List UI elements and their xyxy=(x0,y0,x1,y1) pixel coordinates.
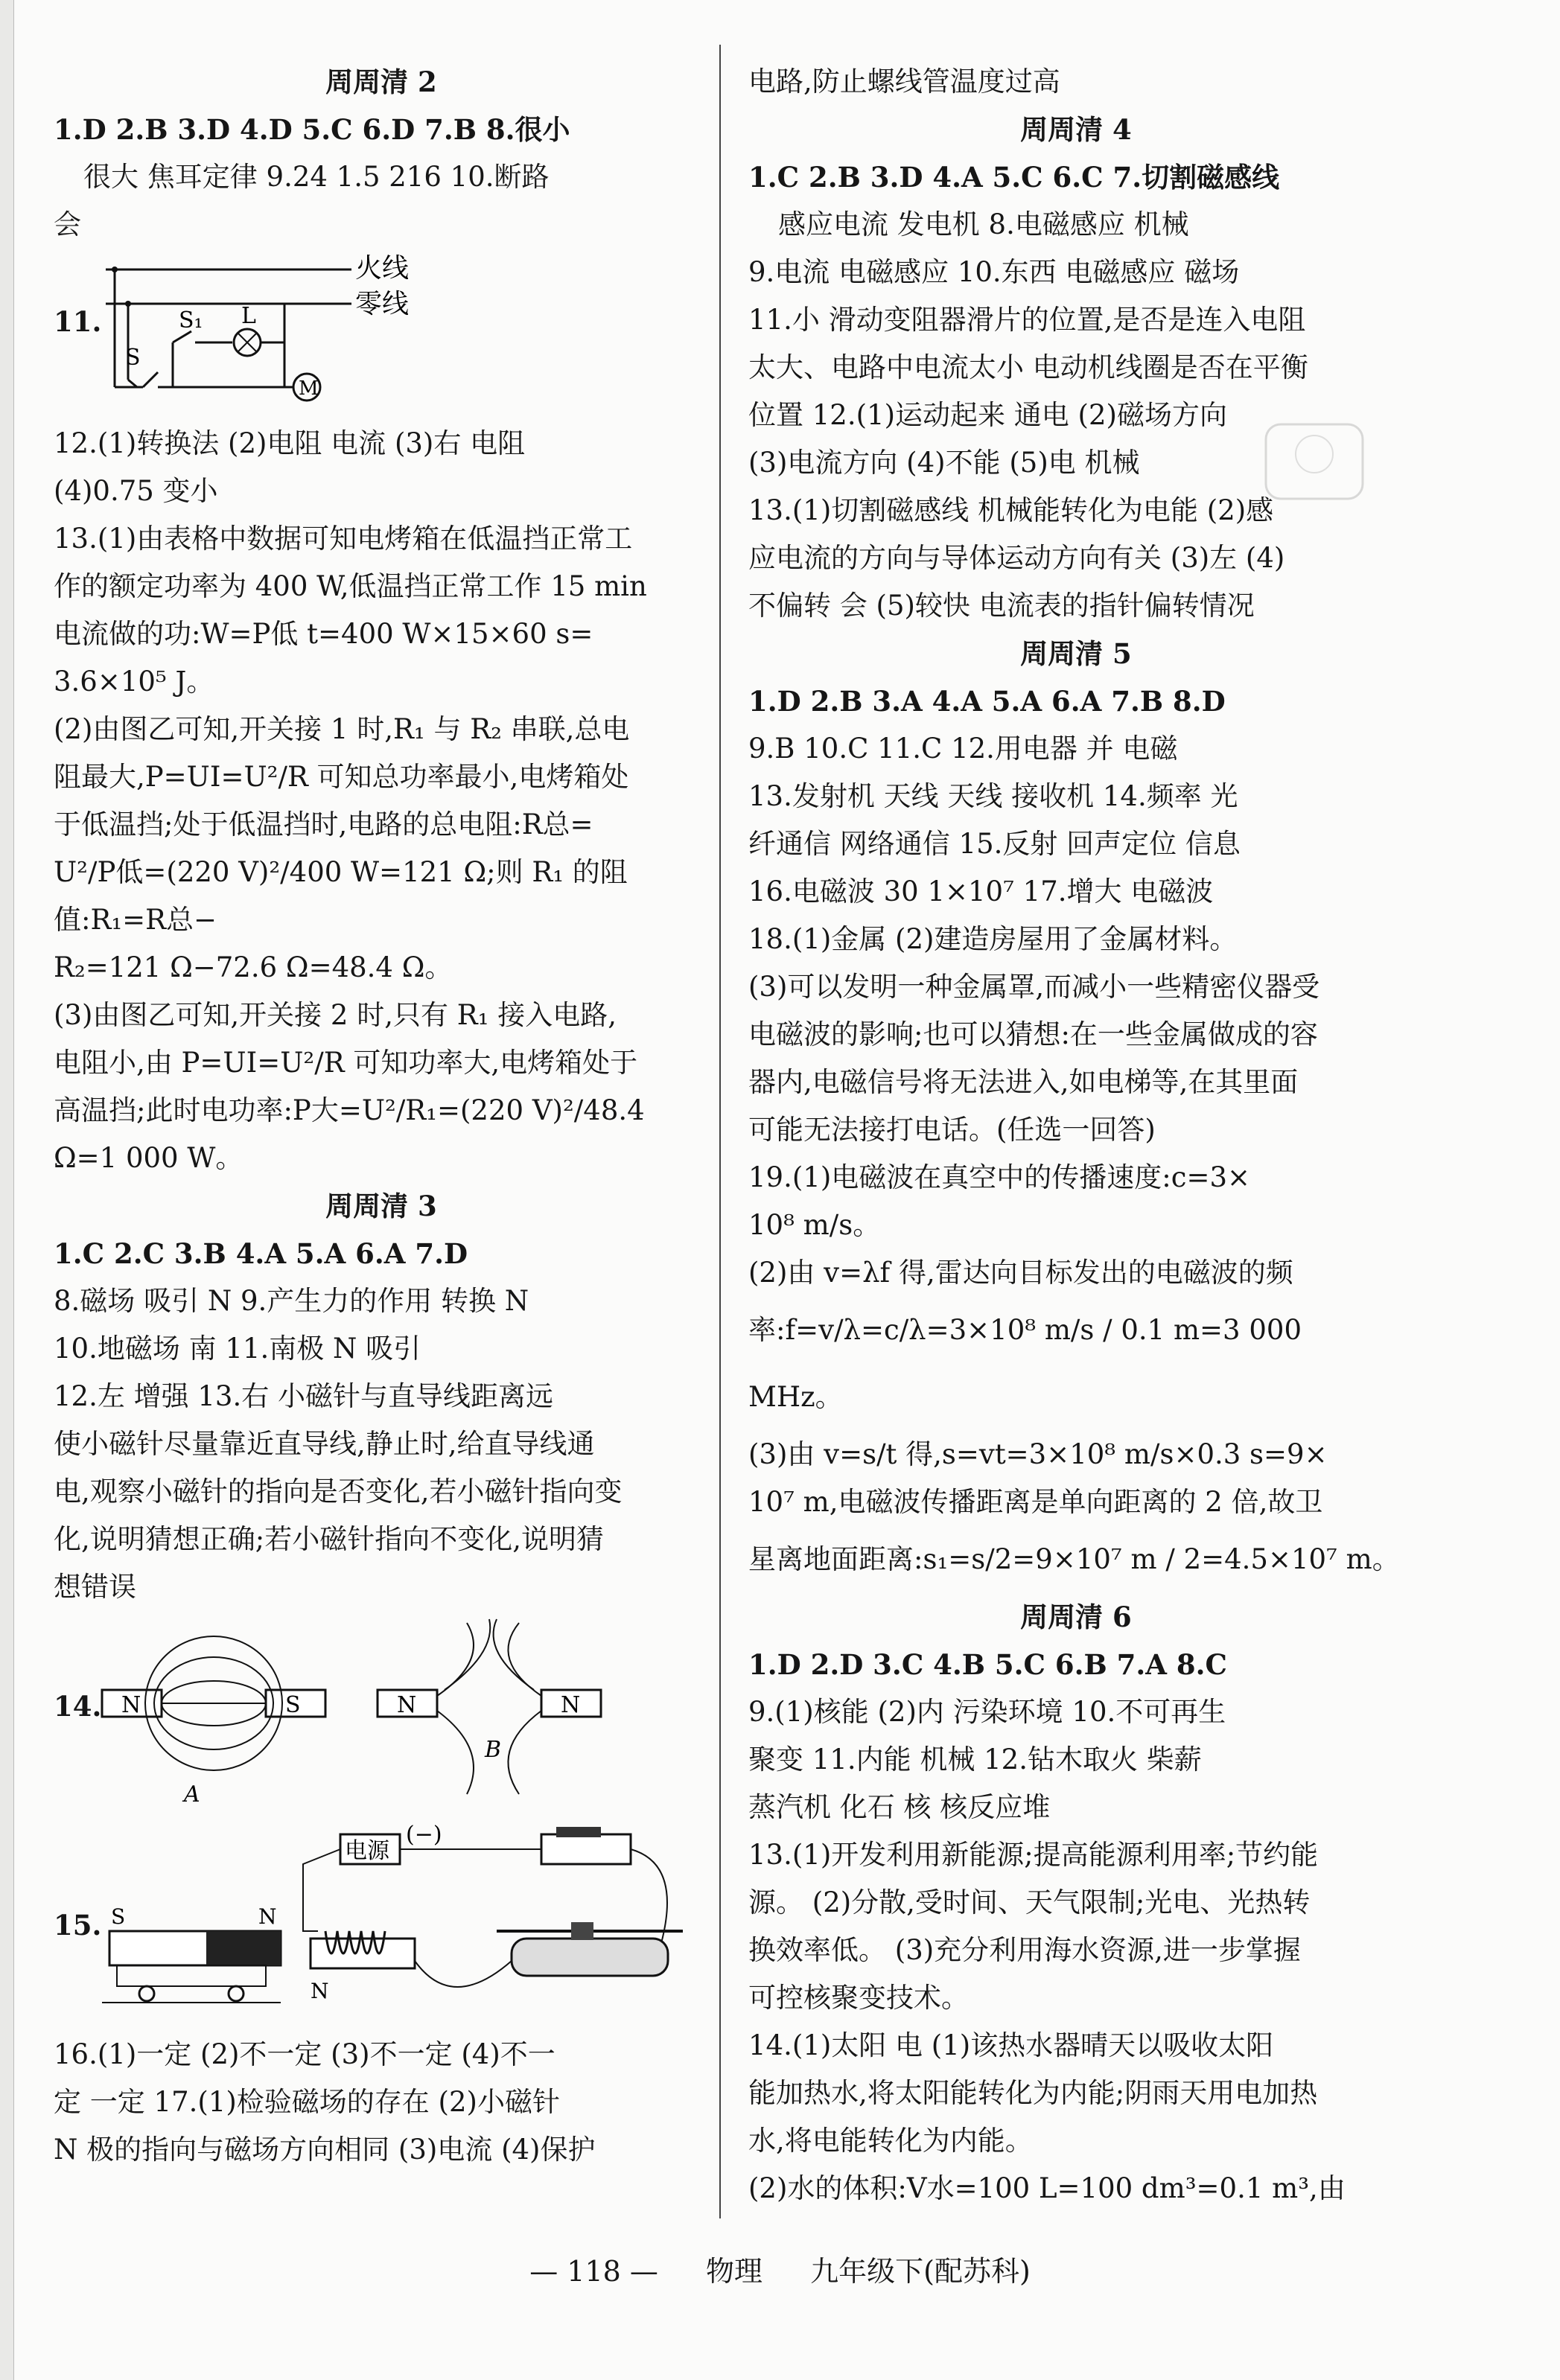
answer-line: 1.D 2.B 3.D 4.D 5.C 6.D 7.B 8.很小 xyxy=(54,113,570,146)
answer-line: 电磁波的影响;也可以猜想:在一些金属做成的容 xyxy=(748,1018,1318,1050)
answer-line: (3)电流方向 (4)不能 (5)电 机械 xyxy=(748,447,1140,479)
section-title-3: 周周清 3 xyxy=(325,1190,437,1222)
figure-11-circuit xyxy=(54,253,709,409)
answer-line: (2)水的体积:V水=100 L=100 dm³=0.1 m³,由 xyxy=(748,2172,1346,2204)
answer-line: N 极的指向与磁场方向相同 (3)电流 (4)保护 xyxy=(54,2134,596,2166)
neutral-wire-label: 零线 xyxy=(355,289,410,319)
answer-line: 会 xyxy=(54,208,81,240)
answer-line: 聚变 11.内能 机械 12.钻木取火 柴薪 xyxy=(748,1743,1202,1776)
column-divider xyxy=(719,45,721,2218)
answer-line: 9.电流 电磁感应 10.东西 电磁感应 磁场 xyxy=(748,256,1240,288)
answer-line: 感应电流 发电机 8.电磁感应 机械 xyxy=(778,208,1189,240)
answer-line: 13.(1)开发利用新能源;提高能源利用率;节约能 xyxy=(748,1839,1319,1871)
section-title-6: 周周清 6 xyxy=(1020,1601,1132,1633)
answer-line: 化,说明猜想正确;若小磁针指向不变化,说明猜 xyxy=(54,1523,604,1555)
answer-line: 太大、电路中电流太小 电动机线圈是否在平衡 xyxy=(748,351,1308,383)
answer-line: 10⁸ m/s。 xyxy=(748,1209,881,1241)
answer-line: 电流做的功:W=P低 t=400 W×15×60 s= xyxy=(54,618,593,650)
answer-line: 9.(1)核能 (2)内 污染环境 10.不可再生 xyxy=(748,1696,1226,1728)
answer-line: 16.(1)一定 (2)不一定 (3)不一定 (4)不一 xyxy=(54,2038,555,2070)
answer-line: 使小磁针尽量靠近直导线,静止时,给直导线通 xyxy=(54,1428,595,1460)
answer-line: (3)由 v=s/t 得,s=vt=3×10⁸ m/s×0.3 s=9× xyxy=(748,1438,1328,1470)
point-b-label: B xyxy=(485,1737,502,1763)
answer-line: 高温挡;此时电功率:P大=U²/R₁=(220 V)²/48.4 Ω=1 000 W。 xyxy=(54,1094,645,1174)
answer-line: 电阻小,由 P=UI=U²/R 可知功率大,电烤箱处于 xyxy=(54,1047,638,1079)
point-a-label: A xyxy=(184,1781,200,1808)
answer-line: 电,观察小磁针的指向是否变化,若小磁针指向变 xyxy=(54,1475,623,1508)
answer-line: (3)可以发明一种金属罩,而减小一些精密仪器受 xyxy=(748,971,1320,1003)
grade-label: 九年级下(配苏科) xyxy=(810,2255,1031,2288)
section-title-5: 周周清 5 xyxy=(1020,637,1132,670)
page-number: — 118 — xyxy=(529,2255,658,2288)
answer-line: 能加热水,将太阳能转化为内能;阴雨天用电加热 xyxy=(748,2077,1318,2109)
pole-n-2: N xyxy=(397,1692,417,1718)
answer-line: 定 一定 17.(1)检验磁场的存在 (2)小磁针 xyxy=(54,2086,560,2118)
pole-n-3: N xyxy=(561,1692,581,1718)
answer-line: 应电流的方向与导体运动方向有关 (3)左 (4) xyxy=(748,542,1285,574)
electromagnet-diagram xyxy=(95,1819,705,2020)
answer-line: 12.左 增强 13.右 小磁针与直导线距离远 xyxy=(54,1380,553,1412)
answer-line: 8.磁场 吸引 N 9.产生力的作用 转换 N xyxy=(54,1285,529,1317)
answer-line: (4)0.75 变小 xyxy=(54,475,218,507)
answer-line: 13.发射机 天线 天线 接收机 14.频率 光 xyxy=(748,780,1238,812)
circuit-diagram xyxy=(98,253,471,409)
right-column xyxy=(748,58,1404,2212)
answer-line: 可控核聚变技术。 xyxy=(748,1982,969,2014)
switch-s-label: S xyxy=(125,345,141,371)
answer-line: 想错误 xyxy=(54,1571,136,1603)
section-title-2: 周周清 2 xyxy=(325,66,437,98)
answer-line: 18.(1)金属 (2)建造房屋用了金属材料。 xyxy=(748,923,1238,955)
live-wire-label: 火线 xyxy=(355,253,410,284)
magnet-field-diagram xyxy=(95,1615,690,1809)
subject-label: 物理 xyxy=(706,2255,763,2288)
answer-line: 可能无法接打电话。(任选一回答) xyxy=(748,1114,1156,1146)
figure-label: 15. xyxy=(54,1909,102,1942)
answer-line: 12.(1)转换法 (2)电阻 电流 (3)右 电阻 xyxy=(54,427,526,459)
switch-s1-label: S₁ xyxy=(179,307,203,334)
answer-line: 16.电磁波 30 1×10⁷ 17.增大 电磁波 xyxy=(748,875,1214,907)
answer-line: 10⁷ m,电磁波传播距离是单向距离的 2 倍,故卫 xyxy=(748,1486,1323,1518)
answer-line: 11.小 滑动变阻器滑片的位置,是否是连入电阻 xyxy=(748,304,1306,336)
answer-line: 不偏转 会 (5)较快 电流表的指针偏转情况 xyxy=(748,590,1255,622)
answer-line: 于低温挡;处于低温挡时,电路的总电阻:R总= xyxy=(54,808,593,840)
answer-line: 10.地磁场 南 11.南极 N 吸引 xyxy=(54,1333,421,1365)
answer-line: 位置 12.(1)运动起来 通电 (2)磁场方向 xyxy=(748,399,1227,431)
answer-line: 水,将电能转化为内能。 xyxy=(748,2125,1033,2157)
answer-line: 电路,防止螺线管温度过高 xyxy=(748,66,1060,98)
page-footer xyxy=(0,2248,1560,2289)
figure-label: 11. xyxy=(54,305,102,338)
answer-line: 13.(1)由表格中数据可知电烤箱在低温挡正常工 xyxy=(54,523,633,555)
answer-line: 9.B 10.C 11.C 12.用电器 并 电磁 xyxy=(748,733,1178,765)
power-label: 电源 xyxy=(345,1838,389,1864)
answer-line: 器内,电磁信号将无法进入,如电梯等,在其里面 xyxy=(748,1066,1299,1098)
answer-line: 率:f=v/λ=c/λ=3×10⁸ m/s / 0.1 m=3 000 MHz。 xyxy=(748,1314,1302,1413)
section-title-4: 周周清 4 xyxy=(1020,113,1132,146)
binding-edge xyxy=(0,0,14,2380)
answer-line: 1.D 2.D 3.C 4.B 5.C 6.B 7.A 8.C xyxy=(748,1648,1227,1681)
figure-label: 14. xyxy=(54,1690,102,1723)
figure-14-field-lines xyxy=(54,1615,709,1809)
answer-line: 源。 (2)分散,受时间、天气限制;光电、光热转 xyxy=(748,1886,1311,1918)
answer-line: 1.C 2.C 3.B 4.A 5.A 6.A 7.D xyxy=(54,1237,468,1270)
motor-label: M xyxy=(299,377,319,400)
answer-line: (2)由图乙可知,开关接 1 时,R₁ 与 R₂ 串联,总电 xyxy=(54,713,630,745)
bar-magnet-n: N xyxy=(258,1904,277,1929)
lamp-label: L xyxy=(241,303,256,329)
answer-line: 纤通信 网络通信 15.反射 回声定位 信息 xyxy=(748,828,1241,860)
answer-line: 星离地面距离:s₁=s/2=9×10⁷ m / 2=4.5×10⁷ m。 xyxy=(748,1543,1400,1575)
pole-n-left: N xyxy=(121,1692,141,1718)
answer-line: 换效率低。 (3)充分利用海水资源,进一步掌握 xyxy=(748,1934,1301,1966)
answer-line: 很大 焦耳定律 9.24 1.5 216 10.断路 xyxy=(83,161,550,193)
pole-s-right: S xyxy=(285,1692,301,1718)
answer-line: 14.(1)太阳 电 (1)该热水器晴天以吸收太阳 xyxy=(748,2029,1274,2061)
answer-line: U²/P低=(220 V)²/400 W=121 Ω;则 R₁ 的阻值:R₁=R总− xyxy=(54,856,628,936)
answer-line: 19.(1)电磁波在真空中的传播速度:c=3× xyxy=(748,1161,1250,1193)
answer-line: 1.D 2.B 3.A 4.A 5.A 6.A 7.B 8.D xyxy=(748,685,1226,718)
answer-line: (2)由 v=λf 得,雷达向目标发出的电磁波的频 xyxy=(748,1257,1293,1289)
watermark-stamp-icon xyxy=(1258,417,1370,506)
answer-line: 1.C 2.B 3.D 4.A 5.C 6.C 7.切割磁感线 xyxy=(748,161,1280,194)
answer-line: 蒸汽机 化石 核 核反应堆 xyxy=(748,1791,1051,1823)
answer-line: 13.(1)切割磁感线 机械能转化为电能 (2)感 xyxy=(748,494,1274,526)
polarity-label: (−) xyxy=(406,1822,442,1848)
answer-line: 作的额定功率为 400 W,低温挡正常工作 15 min xyxy=(54,570,647,602)
answer-line: 3.6×10⁵ J。 xyxy=(54,666,214,698)
answer-line: (3)由图乙可知,开关接 2 时,只有 R₁ 接入电路, xyxy=(54,999,617,1031)
left-column xyxy=(54,58,709,2174)
answer-line: R₂=121 Ω−72.6 Ω=48.4 Ω。 xyxy=(54,951,453,983)
coil-n-label: N xyxy=(311,1979,329,2003)
figure-15-electromagnet xyxy=(54,1819,709,2020)
answer-line: 阻最大,P=UI=U²/R 可知总功率最小,电烤箱处 xyxy=(54,761,629,793)
bar-magnet-s: S xyxy=(111,1904,126,1929)
